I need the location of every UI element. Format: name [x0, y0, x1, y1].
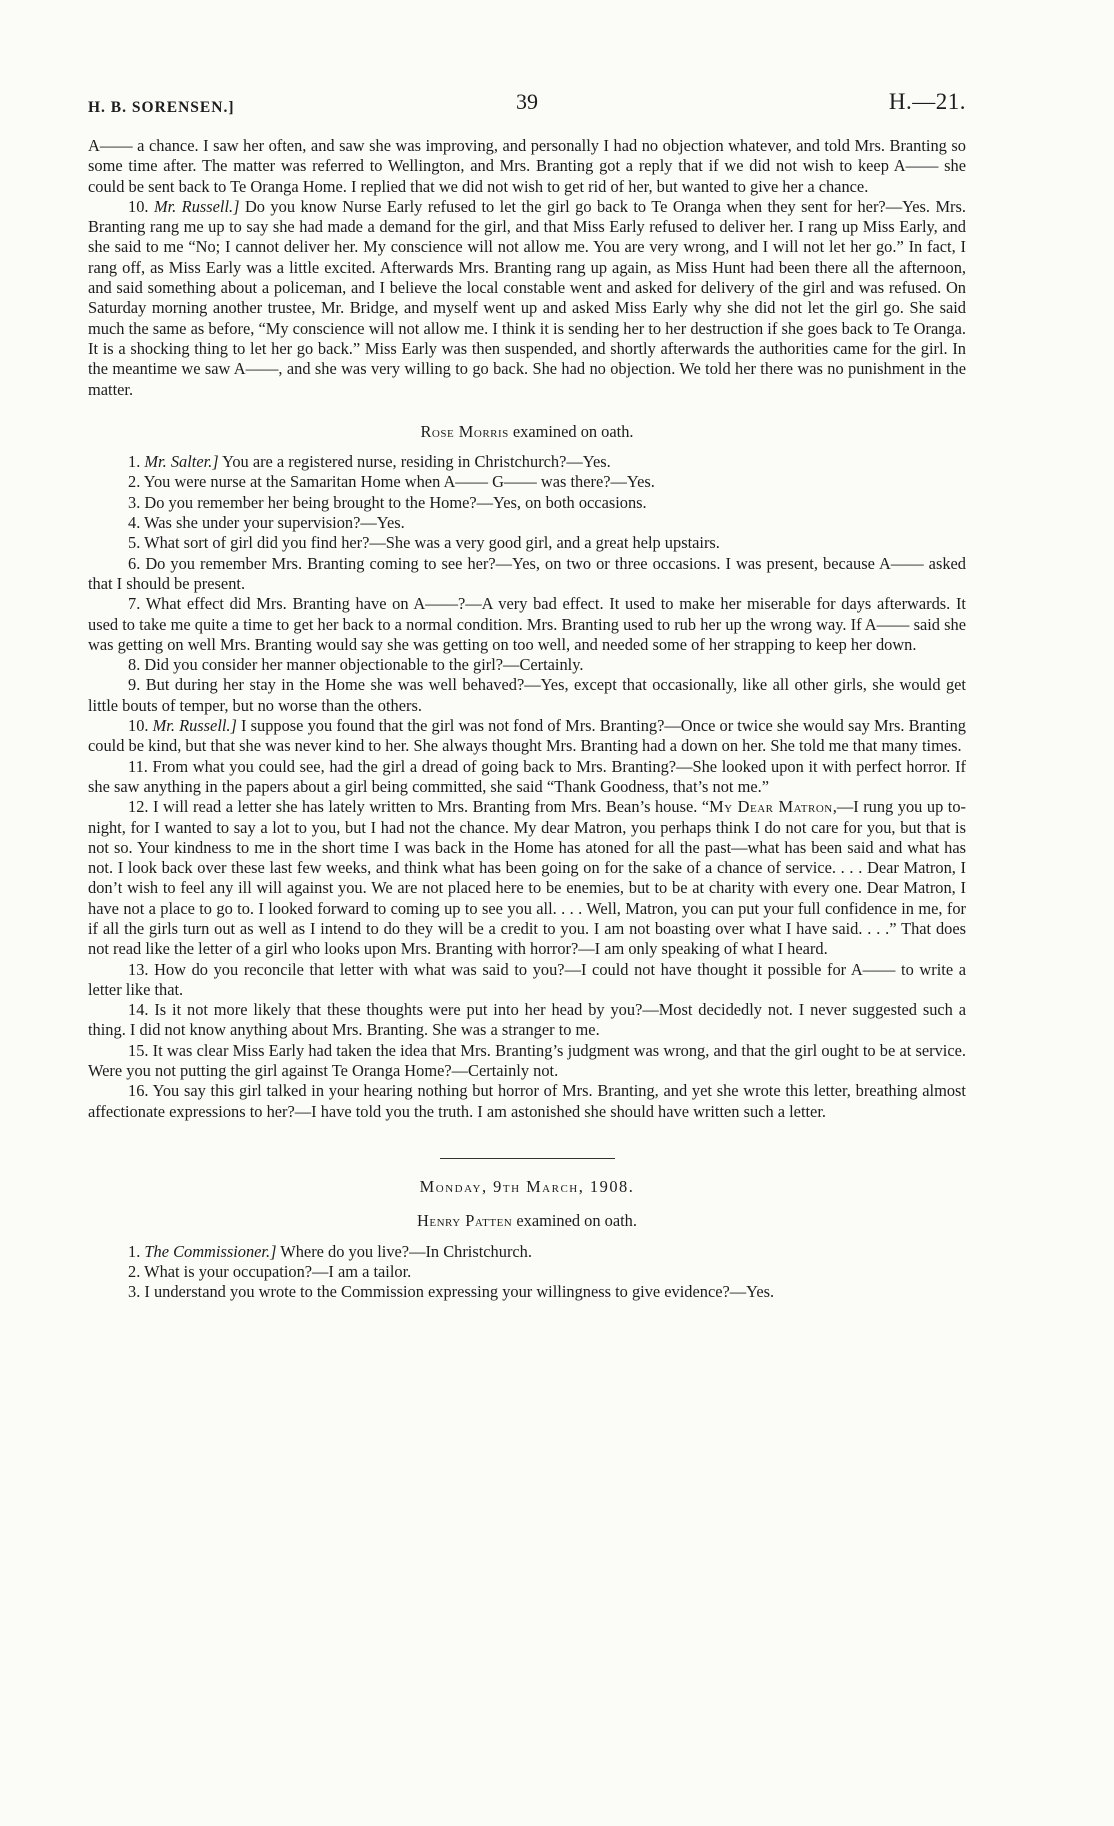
continued-paragraph: A—— a chance. I saw her often, and saw she was improving, and personally I had no objection whatever, and told Mrs. Branting so some time after. The matter was referred to Wellington, and Mrs. Branting got a reply that if we did not wish to keep A—— she could be sent back to Te Oranga Home. I replied that we did not wish to get rid of her, but wanted to give her a chance.	[88, 136, 966, 196]
question-2: 2. You were nurse at the Samaritan Home when A—— G—— was there?—Yes.	[128, 472, 655, 492]
document-page	[88, 89, 966, 1302]
question-13: 13. How do you reconcile that letter with what was said to you?—I could not have thought it possible for A—— to write a letter like that.	[88, 959, 966, 999]
question-16: 16. You say this girl talked in your hearing nothing but horror of Mrs. Branting, and yet she wrote this letter, breathing almost affectionate expressions to her?—I have told you the truth. I am astonished she should have written such a letter.	[88, 1081, 966, 1121]
question-10: 10. Mr. Russell.] I suppose you found that the girl was not fond of Mrs. Branting?—Once or twice she would say Mrs. Branting could be kind, but that she was never kind to her. She always thought Mrs. Branting had a down on her. She told me that many times.	[88, 716, 966, 756]
question-10: 10. Mr. Russell.] Do you know Nurse Early refused to let the girl go back to Te Oranga when they sent for her?—Yes. Mrs. Branting rang me up to say she had made a demand for the girl, and that Miss Early refused to deliver her. I rang up Miss Early, and she said to me “No; I cannot deliver her. My conscience will not allow me. You are very wrong, and I will not let her go.” In fact, I rang off, as Miss Early was a little excited. Afterwards Mrs. Branting rang up again, as Miss Hunt had been there all the afternoon, and said something about a policeman, and I believe the local constable went and asked for delivery of the girl and was refused. On Saturday morning another trustee, Mr. Bridge, and myself went up and asked Miss Early why she did not let the girl go. She said much the same as before, “My conscience will not allow me. I think it is sending her to her destruction if she goes back to Te Oranga. It is a shocking thing to let her go back.” Miss Early was then suspended, and shortly afterwards the authorities came for the girl. In the meantime we saw A——, and she was very willing to go back. She had no objection. We told her there was no punishment in the matter.	[88, 196, 966, 399]
question-1: 1. Mr. Salter.] You are a registered nurse, residing in Christchurch?—Yes.	[128, 452, 611, 472]
witness-heading-rose-morris: Rose Morris examined on oath.	[420, 421, 634, 441]
question-2: 2. What is your occupation?—I am a tailor.	[128, 1261, 412, 1281]
speaker: Mr. Salter.]	[144, 452, 219, 472]
speaker: Mr. Russell.]	[152, 716, 237, 736]
header-witness-name: H. B. SORENSEN.]	[88, 99, 235, 116]
question-5: 5. What sort of girl did you find her?—She was a very good girl, and a great help upstairs.	[128, 533, 720, 553]
date-heading: Monday, 9th March, 1908.	[419, 1176, 635, 1196]
question-14: 14. Is it not more likely that these thoughts were put into her head by you?—Most decidedly not. I never suggested such a thing. I did not know anything about Mrs. Branting. She was a stranger to me.	[88, 1000, 966, 1040]
question-3: 3. I understand you wrote to the Commission expressing your willingness to give evidence?—Yes.	[128, 1282, 775, 1302]
question-11: 11. From what you could see, had the girl a dread of going back to Mrs. Branting?—She looked upon it with perfect horror. If she saw anything in the papers about a girl being committed, she said “Thank Goodness, that’s not me.”	[88, 756, 966, 796]
question-1: 1. The Commissioner.] Where do you live?—In Christchurch.	[128, 1241, 532, 1261]
question-8: 8. Did you consider her manner objectionable to the girl?—Certainly.	[128, 655, 584, 675]
question-6: 6. Do you remember Mrs. Branting coming to see her?—Yes, on two or three occasions. I was present, because A—— asked that I should be present.	[88, 553, 966, 593]
section-divider	[440, 1158, 615, 1159]
question-12: 12. I will read a letter she has lately written to Mrs. Branting from Mrs. Bean’s house. “My Dear Matron,—I rung you up to-night, for I wanted to say a lot to you, but I had not the chance. My dear Matron, you perhaps think I do not care for you, but that is not so. Your kindness to me in the short time I was back in the Home has atoned for all the past—what has been said and what has not. I look back over these last few weeks, and think what has been going on for the sake of a chance of service. . . . Dear Matron, I don’t wish to feel any ill will against you. We are not placed here to be enemies, but to be at charity with every one. Dear Matron, I have not a place to go to. I looked forward to coming up to see you all. . . . Well, Matron, you can put your full confidence in me, for if all the girls turn out as well as I intend to do they will be a credit to you. I am not boasting over what I have said. . . .” That does not read like the letter of a girl who looks upon Mrs. Branting with horror?—I am only speaking of what I heard.	[88, 797, 966, 959]
speaker: The Commissioner.]	[144, 1241, 277, 1261]
question-9: 9. But during her stay in the Home she was well behaved?—Yes, except that occasionally, like all other girls, she would get little bouts of temper, but no worse than the others.	[88, 675, 966, 715]
page-header	[88, 89, 966, 122]
document-reference: H.—21.	[888, 89, 966, 114]
speaker: Mr. Russell.]	[153, 196, 240, 216]
question-7: 7. What effect did Mrs. Branting have on A——?—A very bad effect. It used to make her miserable for days afterwards. It used to take me quite a time to get her back to a normal condition. Mrs. Branting used to rub her up the wrong way. If A—— said she was getting on well Mrs. Branting would say she was getting on too well, and needed some of her strapping to keep her down.	[88, 594, 966, 654]
page-number: 39	[516, 89, 538, 114]
question-3: 3. Do you remember her being brought to the Home?—Yes, on both occasions.	[128, 492, 647, 512]
question-4: 4. Was she under your supervision?—Yes.	[128, 513, 405, 533]
letter-salutation: My Dear Matron	[709, 797, 833, 817]
question-15: 15. It was clear Miss Early had taken the idea that Mrs. Branting’s judgment was wrong, and that the girl ought to be at service. Were you not putting the girl against Te Oranga Home?—Certainly not.	[88, 1040, 966, 1081]
witness-heading-henry-patten: Henry Patten examined on oath.	[417, 1211, 637, 1231]
